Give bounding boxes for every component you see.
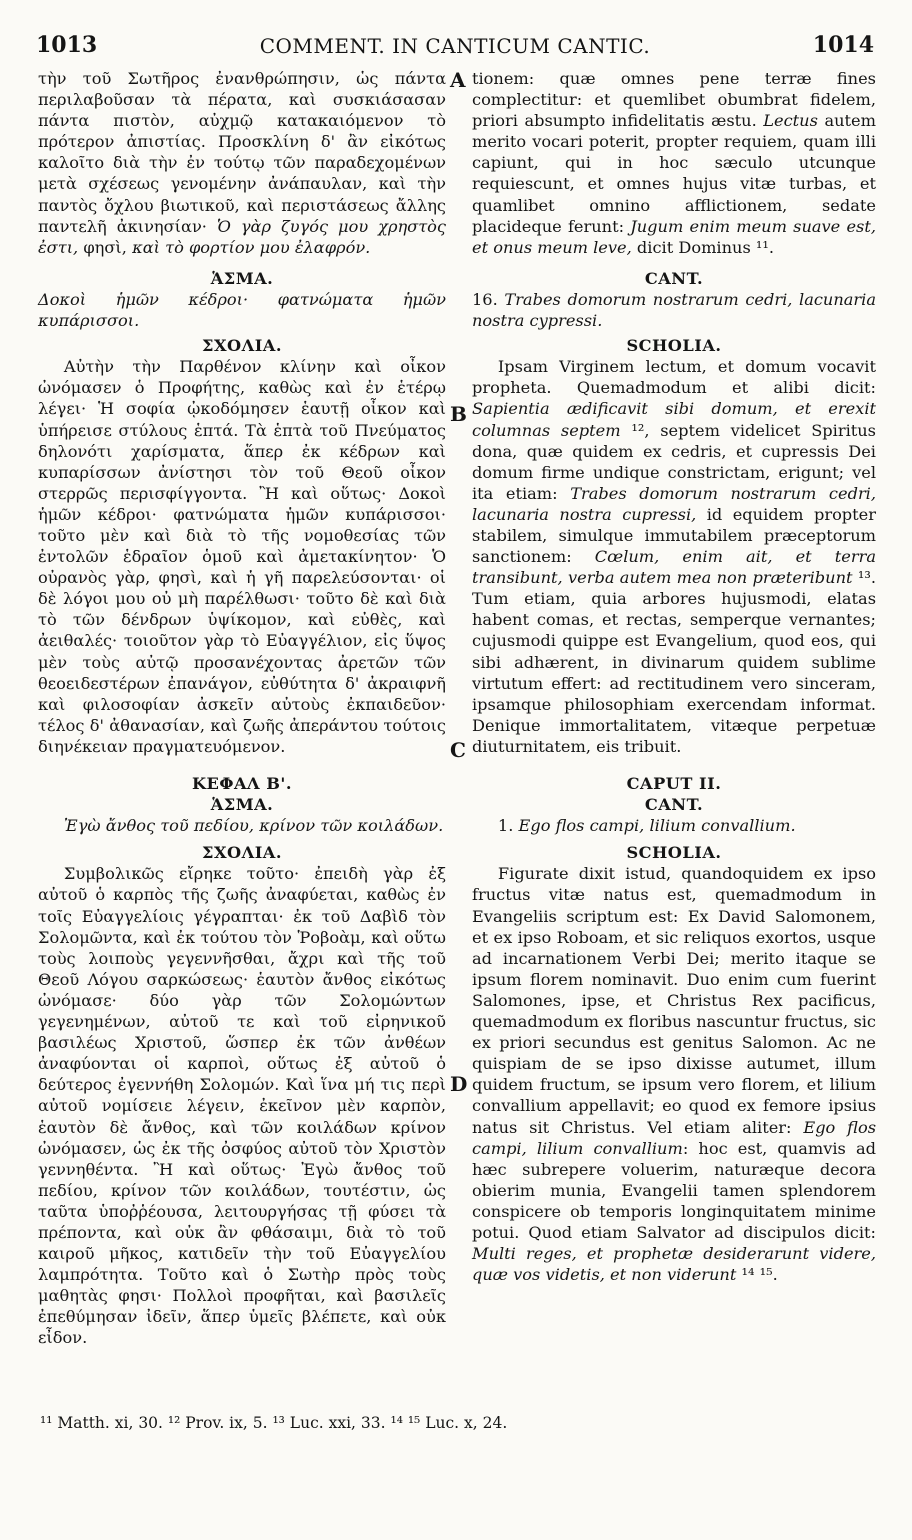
canticle-verse: Δοκοὶ ἡμῶν κέδροι· φατνώματα ἡμῶν κυπάρισσοι. <box>38 289 446 331</box>
greek-paragraph: τὴν τοῦ Σωτῆρος ἐνανθρώπησιν, ὡς πάντα περιλαβοῦσαν τὰ πέρατα, καὶ συσκιάσασαν πάντα πιστὸν, αὐχμῷ κατακαιόμενον τὸ πρότερον ἀπιστίας. Προσκλίνη δ' ἂν εἰκότως καλοῖτο διὰ τὴν ἐν τούτῳ τῶν παραδεχομένων μετὰ σχέσεως γενομένην ἀνάπαυλαν, καὶ τὴν παντὸς ὄχλου βιωτικοῦ, καὶ περιστάσεως ἄλλης παντελῆ ἀκινησίαν· Ὁ γὰρ ζυγός μου χρηστὸς ἐστι, φησὶ, καὶ τὸ φορτίον μου ἐλαφρόν. <box>38 69 446 257</box>
greek-quote: καὶ τὸ φορτίον μου ἐλαφρόν. <box>132 237 371 257</box>
section-heading: CANT. <box>644 795 704 815</box>
latin-paragraph: Ipsam Virginem lectum, et domum vocavit propheta. Quemadmodum et alibi dicit: Sapientia ædificavit sibi domum, et erexit columnas septem ¹², septem videlicet Spiritus dona, quæ quidem ex cedris, et cupressis Dei domum firme undique constrictam, erigunt; vel ita etiam: Trabes domorum nostrarum cedri, lacunaria nostra cupressi, id equidem propter stabilem, simulque immutabilem præceptorum sanctionem: Cœlum, enim ait, et terra transibunt, verba autem mea non præteribunt ¹³. Tum etiam, quia arbores hujusmodi, elatas habent comas, et rectas, semperque vernantes; cujusmodi quippe est Evangelium, quod eos, qui sibi adhærent, in divinarum quidem sublime virtutum effert: ad rectitudinem vero sinceram, ipsamque philosophiam exercendam informat. Denique immortalitatem, vitæque perpetuæ diuturnitatem, eis tribuit. <box>472 357 877 756</box>
section-heading: SCHOLIA. <box>626 843 722 863</box>
page-number-right: 1014 <box>812 32 874 58</box>
latin-column <box>472 68 876 1285</box>
greek-paragraph: Συμβολικῶς εἴρηκε τοῦτο· ἐπειδὴ γὰρ ἐξ αὐτοῦ ὁ καρπὸς τῆς ζωῆς ἀναφύεται, καθὼς ἐν τοῖς Εὐαγγελίοις γέγραπται· ἐκ τοῦ Δαβὶδ τὸν Σολομῶντα, καὶ ἐκ τούτου τὸν Ῥοβοὰμ, καὶ οὕτω τοὺς λοιποὺς γεγεννῆσθαι, ἄχρι καὶ τῆς τοῦ Θεοῦ Λόγου σαρκώσεως· ἑαυτὸν ἄνθος εἰκότως ὠνόμασε· δύο γὰρ τῶν Σολομώντων γεγενημένων, αὐτοῦ τε καὶ τοῦ εἰρηνικοῦ βασιλέως Χριστοῦ, ὥσπερ ἐκ τῶν ἀνθέων ἀναφύονται οἱ καρποὶ, οὕτως ἐξ αὐτοῦ ὁ δεύτερος ἐγεννήθη Σολομών. Καὶ ἵνα μή τις περὶ αὐτοῦ νομίσειε λέγειν, ἐκεῖνον μὲν καρπὸν, ἑαυτὸν δὲ ἄνθος, καὶ τῶν κοιλάδων κρίνον ὠνόμασεν, ὡς ἐκ τῆς ὀσφύος αὐτοῦ τὸν Χριστὸν γεννηθέντα. Ἢ καὶ οὕτως· Ἐγὼ ἄνθος τοῦ πεδίου, κρίνον τῶν κοιλάδων, τουτέστιν, ὡς ταῦτα ὑποῤῥέουσα, λειτουργήσας τῇ φύσει τὰ πρέποντα, καὶ οὐκ ἂν φθάσαιμι, διὰ τὸ τοῦ καιροῦ μῆκος, κατιδεῖν τὴν τοῦ Εὐαγγελίου λαμπρότητα. Τοῦτο καὶ ὁ Σωτὴρ πρὸς τοὺς μαθητὰς φησι· Πολλοὶ προφῆται, καὶ βασιλεῖς ἐπεθύμησαν ἰδεῖν, ἅπερ ὑμεῖς βλέπετε, καὶ οὐκ εἶδον. <box>38 864 446 1348</box>
running-title: COMMENT. IN CANTICUM CANTIC. <box>259 34 651 58</box>
margin-letter-c: C <box>450 738 466 762</box>
footnotes: ¹¹ Matth. xi, 30. ¹² Prov. ix, 5. ¹³ Luc. xxi, 33. ¹⁴ ¹⁵ Luc. x, 24. <box>40 1414 508 1432</box>
section-heading: SCHOLIA. <box>626 336 722 356</box>
margin-letter-b: B <box>450 402 467 426</box>
latin-paragraph: tionem: quæ omnes pene terræ fines complectitur: et quemlibet obumbrat fidelem, priori absumpto infidelitatis æstu. Lectus autem merito vocari poterit, propter requiem, quam illi capiunt, qui in hoc sæculo utcunque requiescunt, et omnes hujus vitæ turbas, et quamlibet omnino afflictionem, sedate placideque ferunt: Jugum enim meum suave est, et onus meum leve, dicit Dominus ¹¹. <box>472 69 876 257</box>
canticle-verse: 1. Ego flos campi, lilium convallium. <box>497 816 796 836</box>
greek-paragraph: Αὐτὴν τὴν Παρθένον κλίνην καὶ οἶκον ὠνόμασεν ὁ Προφήτης, καθὼς καὶ ἐν ἑτέρῳ λέγει· Ἡ σοφία ᾠκοδόμησεν ἑαυτῇ οἶκον καὶ ὑπήρεισε στύλους ἑπτά. Τὰ ἑπτὰ τοῦ Πνεύματος δηλονότι χαρίσματα, ἅπερ ἐκ κέδρων καὶ κυπαρίσσων ἀνίστησι τὸν τοῦ Θεοῦ οἶκον στερρῶς περισφίγγοντα. Ἢ καὶ οὕτως· Δοκοὶ ἡμῶν κέδροι· φατνώματα ἡμῶν κυπάρισσοι· τοῦτο μὲν καὶ διὰ τὸ τῆς νομοθεσίας τῶν ἐντολῶν ἑδραῖον ὁμοῦ καὶ ἀμετακίνητον· Ὁ οὐρανὸς γὰρ, φησὶ, καὶ ἡ γῆ παρελεύσονται· οἱ δὲ λόγοι μου οὐ μὴ παρέλθωσι· τοῦτο δὲ καὶ διὰ τὸ τῶν δένδρων ὑψίκομον, καὶ εὐθὲς, καὶ ἀειθαλές· τοιοῦτον γὰρ τὸ Εὐαγγέλιον, εἰς ὕψος μὲν τοὺς αὐτῷ προσανέχοντας ἀρετῶν τῶν θεοειδεστέρων ἐπανάγον, εὐθύτητα δ' ἀκραιφνῆ καὶ φιλοσοφίαν ἀσκεῖν αὐτοὺς ἐκπαιδεῦον· τέλος δ' ἀθανασίαν, καὶ ζωῆς ἀπεράντου τούτοις διηνέκειαν πραγματευόμενον. <box>38 357 446 756</box>
latin-paragraph: Figurate dixit istud, quandoquidem ex ipso fructus vitæ natus est, quemadmodum in Evangeliis scriptum est: Ex David Salomonem, et ex ipso Roboam, et sic reliquos exortos, usque ad incarnationem Verbi Dei; merito itaque se ipsum florem nominavit. Duo enim cum fuerint Salomones, ipse, et Christus Rex pacificus, quemadmodum ex floribus nascuntur fructus, sic ex priori secundus est genitus Salomon. Ac ne quispiam de se ipso dixisse autumet, illum quidem fructum, se ipsum vero florem, et lilium convallium appellavit; eo quod ex femore ipsius natus sit Christus. Vel etiam aliter: Ego flos campi, lilium convallium: hoc est, quamvis ad hæc subrepere voluerim, naturæque decora obierim munia, Evangelii tamen splendorem conspicere ob temporis longinquitatem minime potui. Quod etiam Salvator ad discipulos dicit: Multi reges, et prophetæ desiderarunt videre, quæ vos videtis, et non viderunt ¹⁴ ¹⁵. <box>472 864 877 1285</box>
section-heading: CANT. <box>644 268 704 288</box>
section-heading: ἉΣΜΑ. <box>210 268 274 288</box>
running-header <box>36 32 874 62</box>
latin-quote: Jugum enim meum suave est, et onus meum leve, <box>472 216 876 257</box>
canticle-verse: Ἐγὼ ἄνθος τοῦ πεδίου, κρίνον τῶν κοιλάδων. <box>63 816 444 836</box>
section-heading: ΣΧΟΛΙΑ. <box>202 336 282 356</box>
section-heading: ΣΧΟΛΙΑ. <box>202 843 282 863</box>
margin-letter-d: D <box>450 1072 468 1096</box>
page-number-left: 1013 <box>36 32 98 58</box>
margin-letter-a: A <box>450 68 466 92</box>
section-heading: ἉΣΜΑ. <box>210 795 274 815</box>
chapter-heading: CAPUT II. <box>626 774 722 793</box>
greek-column <box>38 68 446 1349</box>
canticle-verse: 16. Trabes domorum nostrarum cedri, lacunaria nostra cypressi. <box>472 289 876 331</box>
chapter-heading: ΚΕΦΑΛ Β'. <box>191 774 293 793</box>
greek-quote: Ὁ γὰρ ζυγός μου χρηστὸς ἐστι, <box>38 216 446 257</box>
